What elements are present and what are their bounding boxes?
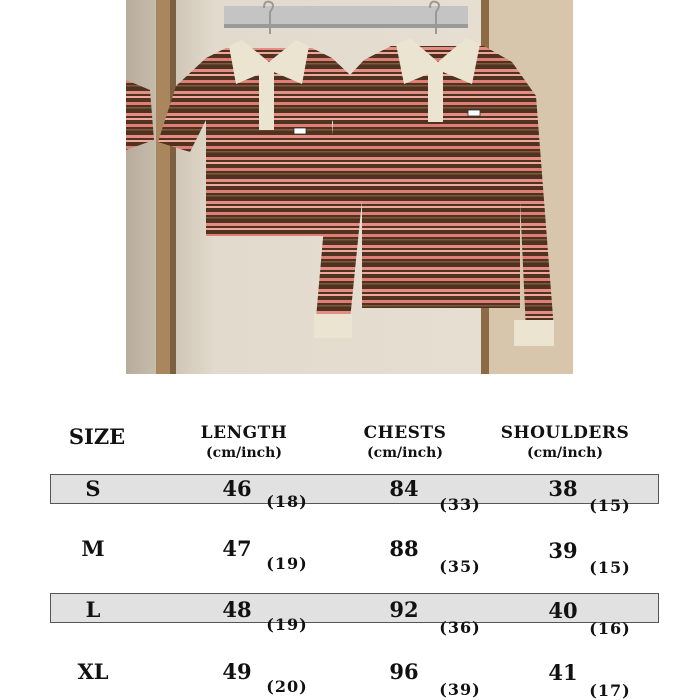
header-shoulders-label: SHOULDERS (500, 423, 630, 443)
length-inch-m: (19) (266, 554, 308, 573)
shoulder-cm-m: 39 (548, 538, 578, 563)
header-length-unit: (cm/inch) (206, 445, 282, 461)
header-chests (345, 423, 465, 461)
product-photo (126, 0, 573, 374)
chest-inch-xl: (39) (439, 680, 481, 699)
length-cm-xl: 49 (222, 659, 252, 684)
shoulder-inch-s: (15) (589, 496, 631, 515)
shoulder-cm-s: 38 (548, 476, 578, 501)
chest-cm-l: 92 (389, 597, 419, 622)
chest-cm-s: 84 (389, 476, 419, 501)
shoulder-cm-xl: 41 (548, 660, 578, 685)
chest-cm-xl: 96 (389, 659, 419, 684)
chest-inch-m: (35) (439, 557, 481, 576)
length-cm-m: 47 (222, 536, 252, 561)
header-shoulders-unit: (cm/inch) (527, 445, 603, 461)
header-size: SIZE (68, 424, 126, 449)
header-shoulders (498, 423, 632, 461)
length-cm-l: 48 (222, 597, 252, 622)
chest-inch-l: (36) (439, 618, 481, 637)
chest-inch-s: (33) (439, 495, 481, 514)
length-inch-s: (18) (266, 492, 308, 511)
header-chests-label: CHESTS (363, 423, 447, 443)
size-label-m: M (81, 536, 105, 561)
length-cm-s: 46 (222, 476, 252, 501)
size-label-l: L (85, 597, 101, 622)
shoulder-inch-l: (16) (589, 619, 631, 638)
header-chests-unit: (cm/inch) (367, 445, 443, 461)
striped-polo-shirts-photo (126, 0, 573, 374)
shoulder-inch-m: (15) (589, 558, 631, 577)
header-length (184, 423, 304, 461)
header-length-label: LENGTH (200, 423, 288, 443)
size-label-xl: XL (77, 659, 109, 684)
length-inch-l: (19) (266, 615, 308, 634)
length-inch-xl: (20) (266, 677, 308, 696)
shoulder-inch-xl: (17) (589, 681, 631, 700)
shoulder-cm-l: 40 (548, 598, 578, 623)
chest-cm-m: 88 (389, 536, 419, 561)
size-label-s: S (85, 476, 101, 501)
